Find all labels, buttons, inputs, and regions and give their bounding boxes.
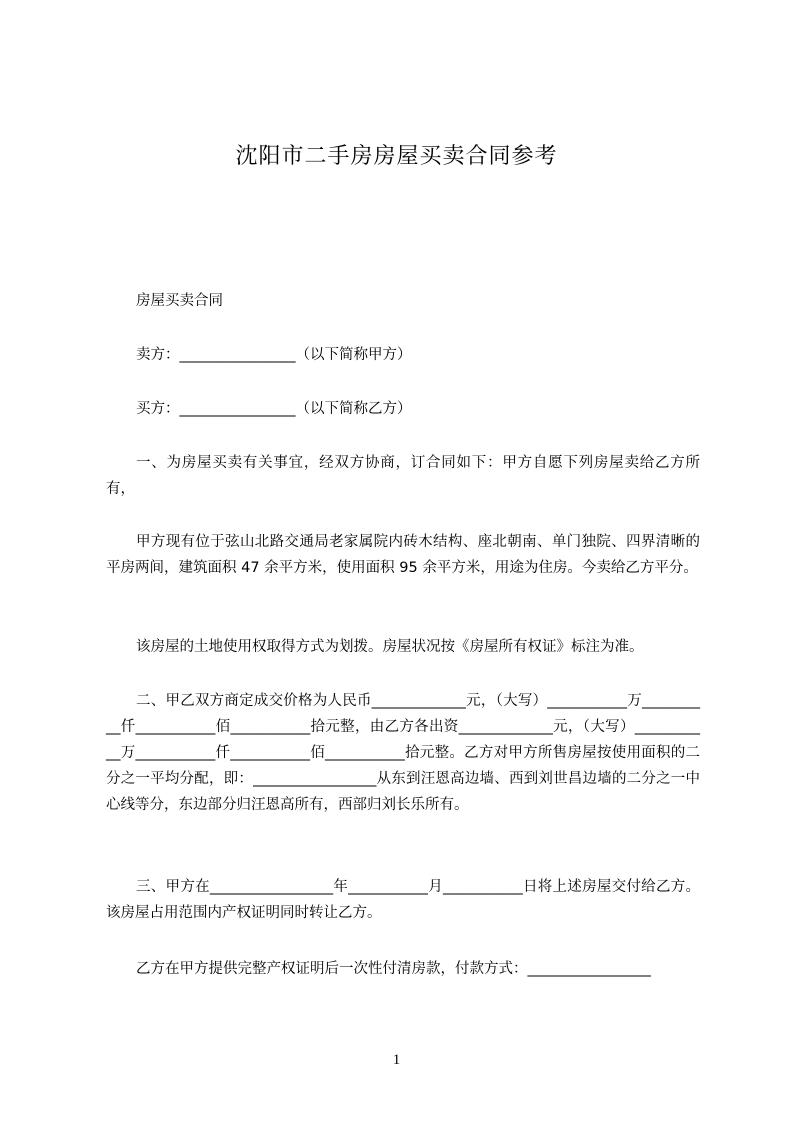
paragraph-land-use: 该房屋的土地使用权取得方式为划拨。房屋状况按《房屋所有权证》标注为准。 (136, 639, 644, 655)
paragraph-buyer: 买方：________________（以下简称乙方） (136, 401, 412, 417)
paragraph-clause-3: 三、甲方在_________________年___________月___________日将上述房屋交付给乙方。该房屋占用范围内产权证明同时转让乙方。 (106, 879, 700, 921)
paragraph-heading: 房屋买卖合同 (136, 293, 223, 309)
paragraph-seller: 卖方：________________（以下简称甲方） (136, 347, 412, 363)
page-number: 1 (392, 1052, 401, 1068)
paragraph-clause-1: 一、为房屋买卖有关事宜，经双方协商，订合同如下：甲方自愿下列房屋卖给乙方所有， (106, 455, 700, 497)
paragraph-property-description: 甲方现有位于弦山北路交通局老家属院内砖木结构、座北朝南、单门独院、四界清晰的平房两间，建筑面积 47 余平方米，使用面积 95 余平方米，用途为住房。今卖给乙方平分。 (106, 534, 700, 576)
paragraph-clause-2: 二、甲乙双方商定成交价格为人民币_____________元，（大写）___________万__________仟___________佰___________拾元整，由乙方各出资_____________元，（大写）___________万___________仟___________佰___________拾元整。乙方对甲方所售房屋按使用面积的二分之一平均分配，即：_________________从东到汪恩高边墙、西到刘世昌边墙的二分之一中心线等分，东边部分归汪恩高所有，西部归刘长乐所有。 (106, 693, 700, 813)
paragraph-payment: 乙方在甲方提供完整产权证明后一次性付清房款，付款方式：_________________ (136, 961, 651, 977)
document-title: 沈阳市二手房房屋买卖合同参考 (235, 144, 558, 169)
